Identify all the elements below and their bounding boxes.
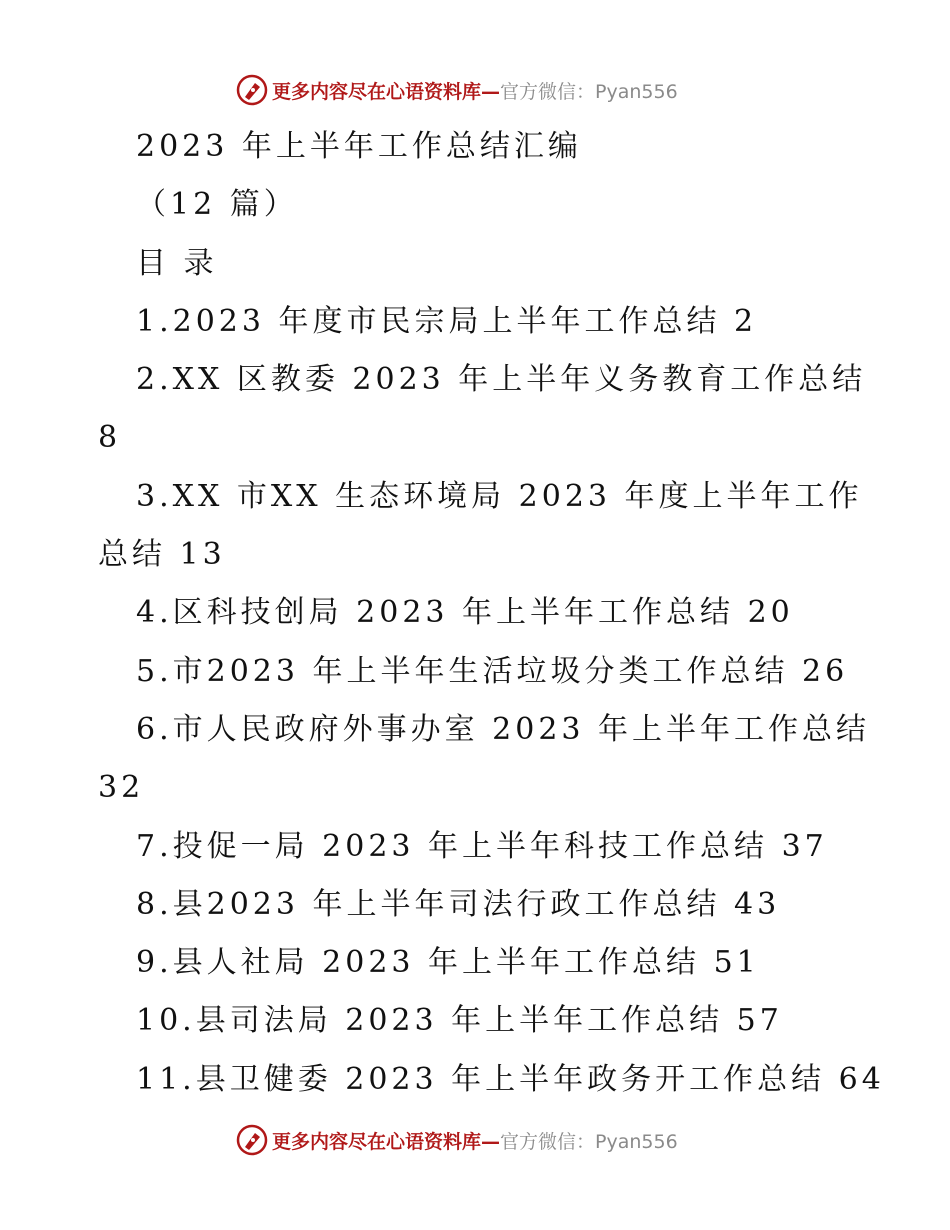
document-body [98,118,888,1109]
toc-entry-11: 11.县卫健委 2023 年上半年政务开工作总结 64 [136,1061,885,1097]
watermark-wechat-id: Pyan556 [595,80,678,103]
toc-entry-6: 6.市人民政府外事办室 2023 年上半年工作总结 [136,711,871,747]
watermark-brand: 更多内容尽在心语资料库 [272,1130,482,1153]
pen-nib-logo-icon [236,74,268,106]
header-watermark [236,73,678,107]
toc-entry-3: 3.XX 市XX 生态环境局 2023 年度上半年工作 [136,478,863,514]
watermark-separator: — [481,80,501,103]
watermark-wechat-id: Pyan556 [595,1130,678,1153]
watermark-wechat-label: 官方微信： [500,1130,596,1153]
toc-entry-1: 1.2023 年度市民宗局上半年工作总结 2 [136,303,758,339]
footer-watermark [236,1123,678,1157]
watermark-separator: — [481,1130,501,1153]
toc-entry-10: 10.县司法局 2023 年上半年工作总结 57 [136,1003,783,1039]
watermark-text [272,1127,678,1154]
document-title: 2023 年上半年工作总结汇编 [136,129,582,164]
toc-entry-9: 9.县人社局 2023 年上半年工作总结 51 [136,945,760,981]
pen-nib-logo-icon [236,1124,268,1156]
toc-entry-8: 8.县2023 年上半年司法行政工作总结 43 [136,886,781,922]
toc-entry-4: 4.区科技创局 2023 年上半年工作总结 20 [136,595,794,631]
toc-entry-2: 2.XX 区教委 2023 年上半年义务教育工作总结 [136,362,867,398]
document-subtitle: （12 篇） [136,187,298,223]
toc-entry-3-continued: 总结 13 [98,537,226,573]
toc-entry-6-continued: 32 [98,770,145,806]
toc-entry-7: 7.投促一局 2023 年上半年科技工作总结 37 [136,828,828,864]
toc-heading: 目 录 [136,245,218,281]
watermark-brand: 更多内容尽在心语资料库 [272,80,482,103]
watermark-text [272,77,678,104]
toc-entry-5: 5.市2023 年上半年生活垃圾分类工作总结 26 [136,653,849,689]
toc-entry-2-continued: 8 [98,420,122,456]
watermark-wechat-label: 官方微信： [500,80,596,103]
